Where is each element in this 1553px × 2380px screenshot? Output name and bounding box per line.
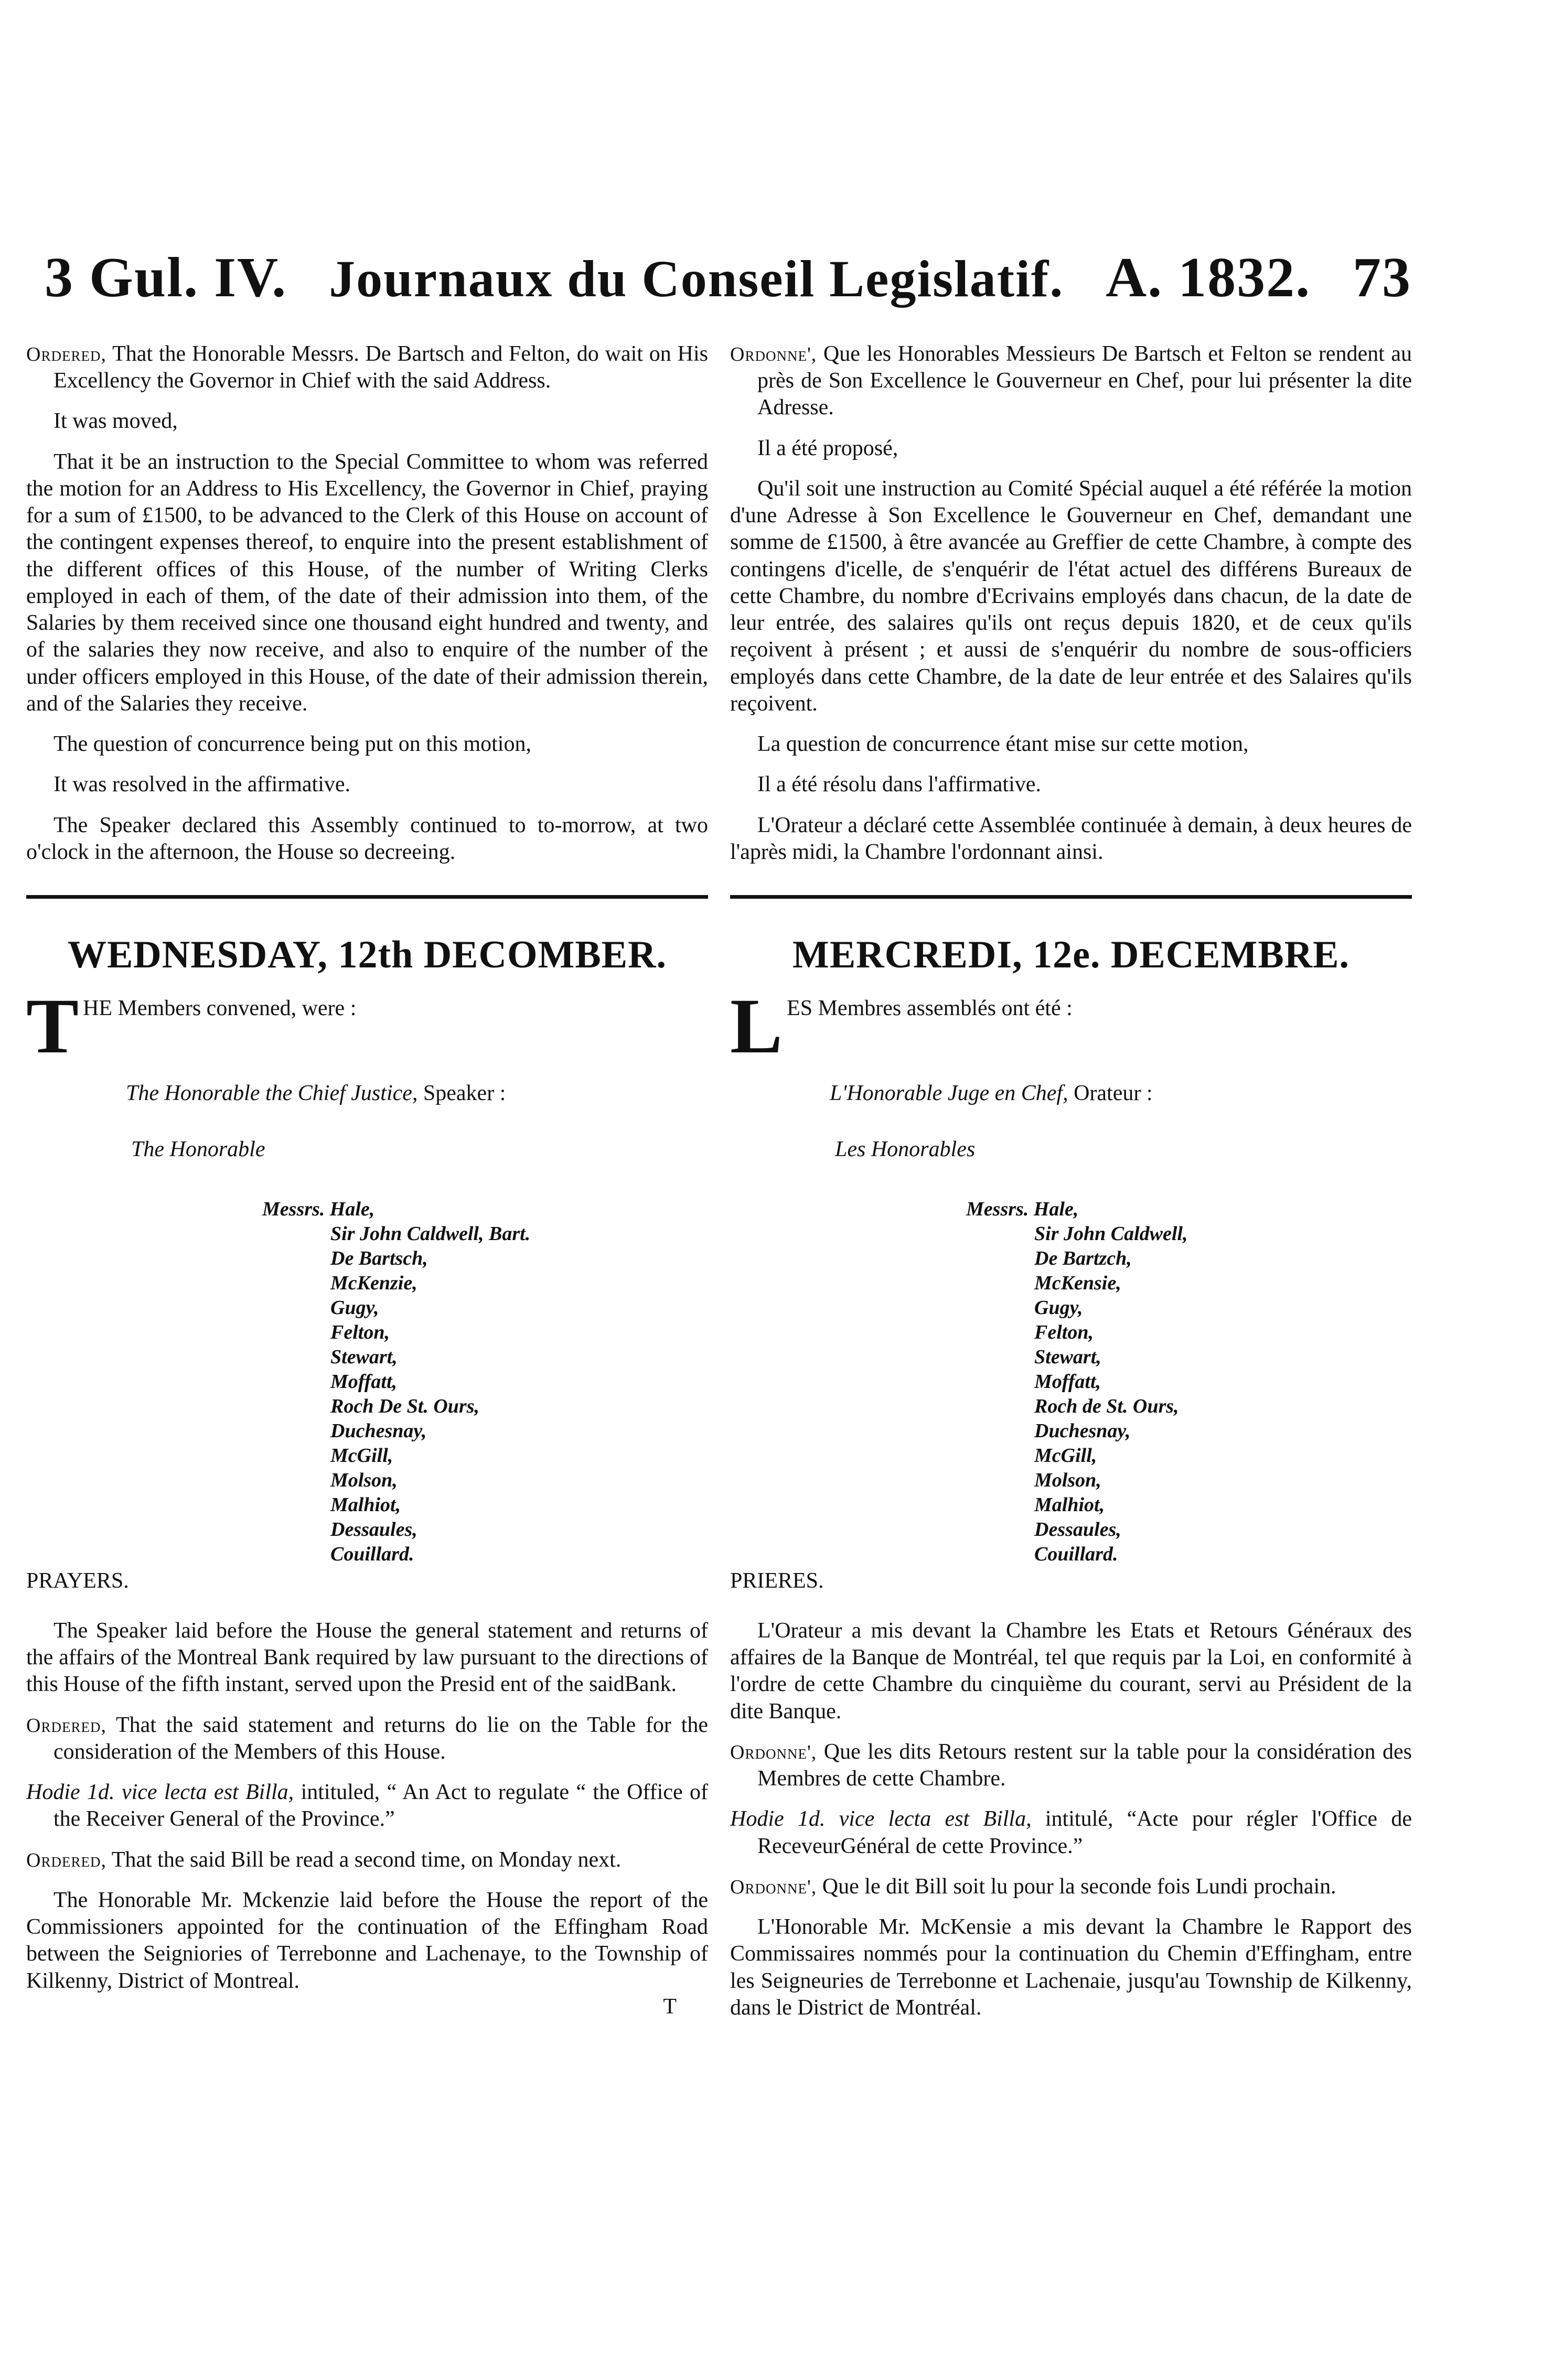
drop-cap: L <box>730 983 783 1070</box>
motion-paragraph: That it be an instruction to the Special Committee to whom was referred the motion for an Address to His Excellency, the Governor in Chief, praying for a sum of £1500, to be advanced to the Clerk of this House on account of the contingent expenses thereof, to enquire into the present establishment of the different offices of this House, of the number of Writing Clerks employed in each of them, of the date of their admission into them, of the Salaries by them received since one thousand eight hundred and twenty, and of the salaries they now receive, and also to enquire of the number of the under officers employed in this House, of the date of their admission therein, and of the Salaries they receive. <box>26 449 708 716</box>
order-lead: Ordered, <box>26 1849 106 1871</box>
convened-text: ES Membres assemblés ont été : <box>787 996 1073 1021</box>
convened-line <box>730 983 1412 1070</box>
member-name: Molson, <box>330 1469 398 1491</box>
regnal-year: 3 Gul. IV. <box>45 246 287 309</box>
drop-cap: T <box>26 983 79 1070</box>
speaker-role: Speaker : <box>417 1081 506 1106</box>
resolved-line: It was resolved in the affirmative. <box>53 772 351 797</box>
order-body: Que le dit Bill soit lu pour la seconde fois Lundi prochain. <box>822 1874 1336 1899</box>
order-body: That the Honorable Messrs. De Bartsch and Felton, do wait on His Excellency the Governor in Chief with the said Address. <box>53 342 708 393</box>
order-lead: Ordonne', <box>730 1741 817 1763</box>
convened-text: HE Members convened, were : <box>83 996 357 1021</box>
member-name: Felton, <box>330 1321 390 1343</box>
prayers-heading: PRIERES. <box>730 1568 824 1593</box>
member-name: Roch de St. Ours, <box>1034 1395 1179 1417</box>
report-paragraph: L'Honorable Mr. McKensie a mis devant la Chambre le Rapport des Commissaires nommés pour la continuation du Chemin d'Effingham, entre les Seigneuries de Terrebonne et Lachenaie, jusqu'au Township de Kilkenny, dans le District de Montréal. <box>730 1915 1412 2020</box>
order-paragraph <box>730 341 1412 422</box>
adjourn-paragraph: The Speaker declared this Assembly continued to to-morrow, at two o'clock in the afternoon, the House so decreeing. <box>26 813 708 864</box>
section-divider <box>730 895 1412 899</box>
order-paragraph <box>730 1739 1412 1792</box>
speaker-title: L'Honorable Juge en Chef, <box>830 1081 1068 1106</box>
member-name: McKensie, <box>1034 1272 1121 1294</box>
speaker-line <box>126 1080 708 1107</box>
member-name: Stewart, <box>330 1345 398 1368</box>
member-name: Dessaules, <box>330 1518 417 1541</box>
member-name: Malhiot, <box>1034 1493 1105 1516</box>
bill-paragraph <box>730 1806 1412 1859</box>
page-number: 73 <box>1352 246 1411 309</box>
order-paragraph <box>26 1847 708 1873</box>
journal-title: Journaux du Conseil Legislatif. <box>329 250 1064 308</box>
bill-body: intituled, “ An Act to regulate “ the Office of the Receiver General of the Province.” <box>53 1780 708 1832</box>
motion-paragraph: Qu'il soit une instruction au Comité Spécial auquel a été référée la motion d'une Adresse à Son Excellence le Gouverneur en Chef, demandant une somme de £1500, à être avancée au Greffier de cette Chambre, à compte des contingens d'icelle, de s'enquérir de l'état actuel des différens Bureaux de cette Chambre, du nombre d'Ecrivains employés dans chacun, de la date de leur entrée, des salaires qu'ils ont reçus depuis 1820, et de ceux qu'ils reçoivent à présent ; et aussi de s'enquérir du nombre de sous-officiers employés dans cette Chambre, de la date de leur entrée et des Salaires qu'ils reçoivent. <box>730 476 1412 716</box>
order-lead: Ordered, <box>26 1714 106 1737</box>
member-name: Messrs. Hale, <box>262 1198 375 1220</box>
order-body: That the said Bill be read a second time, on Monday next. <box>111 1847 622 1872</box>
order-paragraph <box>26 1712 708 1765</box>
order-body: Que les dits Retours restent sur la table pour la considération des Membres de cette Chambre. <box>757 1739 1412 1791</box>
day-heading: WEDNESDAY, 12th DECOMBER. <box>67 933 667 976</box>
question-line: La question de concurrence étant mise sur cette motion, <box>757 732 1249 757</box>
section-divider <box>26 895 708 899</box>
bank-paragraph: L'Orateur a mis devant la Chambre les Etats et Retours Généraux des affaires de la Banque de Montréal, tel que requis par la Loi, en conformité à l'ordre de cette Chambre du cinquième du courant, servi au Président de la dite Banque. <box>730 1618 1412 1724</box>
english-column <box>26 341 708 2333</box>
convened-line <box>26 983 708 1070</box>
order-lead: Ordonne', <box>730 343 817 365</box>
member-name: De Bartsch, <box>330 1247 428 1269</box>
french-column <box>730 341 1412 2333</box>
signature-mark: T <box>663 1994 677 2019</box>
member-name: Moffatt, <box>330 1370 398 1393</box>
report-paragraph: The Honorable Mr. Mckenzie laid before the House the report of the Commissioners appointed for the continuation of the Effingham Road between the Seigniories of Terrebonne and Lachenaye, to the Township of Kilkenny, District of Montreal. <box>26 1888 708 1993</box>
member-name: Dessaules, <box>1034 1518 1121 1541</box>
members-list <box>262 1197 708 1567</box>
member-name: Malhiot, <box>330 1493 401 1516</box>
member-name: Sir John Caldwell, <box>1034 1222 1188 1245</box>
day-heading: MERCREDI, 12e. DECEMBRE. <box>792 933 1350 976</box>
member-name: Gugy, <box>330 1296 379 1319</box>
members-list <box>966 1197 1412 1567</box>
member-name: Molson, <box>1034 1469 1101 1491</box>
member-name: Messrs. Hale, <box>966 1198 1079 1220</box>
order-body: That the said statement and returns do lie on the Table for the consideration of the Members of this House. <box>53 1713 708 1764</box>
moved-line: It was moved, <box>53 409 178 434</box>
bank-paragraph: The Speaker laid before the House the general statement and returns of the affairs of the Montreal Bank required by law pursuant to the directions of this House of the fifth instant, served upon the Presid ent of the saidBank. <box>26 1618 708 1697</box>
member-name: Couillard. <box>1034 1543 1118 1565</box>
member-name: Couillard. <box>330 1543 414 1565</box>
prayers-heading: PRAYERS. <box>26 1568 129 1593</box>
speaker-title: The Honorable the Chief Justice, <box>126 1081 418 1106</box>
member-name: Gugy, <box>1034 1296 1083 1319</box>
bill-latin: Hodie 1d. vice lecta est Billa, <box>730 1807 1032 1832</box>
bill-paragraph <box>26 1779 708 1833</box>
moved-line: Il a été proposé, <box>757 436 898 460</box>
order-paragraph <box>26 341 708 394</box>
honorable-label: Les Honorables <box>835 1137 976 1162</box>
member-name: McGill, <box>330 1444 393 1467</box>
member-name: Stewart, <box>1034 1345 1101 1368</box>
member-name: Moffatt, <box>1034 1370 1101 1393</box>
order-body: Que les Honorables Messieurs De Bartsch et Felton se rendent au près de Son Excellence le Gouverneur en Chef, pour lui présenter la dite Adresse. <box>757 342 1412 420</box>
year: A. 1832. <box>1106 246 1311 309</box>
speaker-line <box>830 1080 1412 1107</box>
member-name: Roch De St. Ours, <box>330 1395 479 1417</box>
member-name: McGill, <box>1034 1444 1097 1467</box>
running-header <box>45 245 1411 324</box>
order-lead: Ordered, <box>26 343 106 365</box>
member-name: Duchesnay, <box>1034 1419 1131 1442</box>
resolved-line: Il a été résolu dans l'affirmative. <box>757 772 1041 797</box>
member-name: Duchesnay, <box>330 1419 427 1442</box>
bill-latin: Hodie 1d. vice lecta est Billa, <box>26 1780 294 1805</box>
member-name: McKenzie, <box>330 1272 417 1294</box>
bill-body: intitulé, “Acte pour régler l'Office de ReceveurGénéral de cette Province.” <box>757 1807 1412 1858</box>
speaker-role: Orateur : <box>1068 1081 1153 1106</box>
adjourn-paragraph: L'Orateur a déclaré cette Assemblée continuée à demain, à deux heures de l'après midi, la Chambre l'ordonnant ainsi. <box>730 813 1412 864</box>
order-lead: Ordonne', <box>730 1876 817 1898</box>
order-paragraph <box>730 1873 1412 1900</box>
member-name: Felton, <box>1034 1321 1094 1343</box>
member-name: De Bartzch, <box>1034 1247 1132 1269</box>
question-line: The question of concurrence being put on this motion, <box>53 732 531 757</box>
honorable-label: The Honorable <box>131 1137 265 1162</box>
member-name: Sir John Caldwell, Bart. <box>330 1222 531 1245</box>
